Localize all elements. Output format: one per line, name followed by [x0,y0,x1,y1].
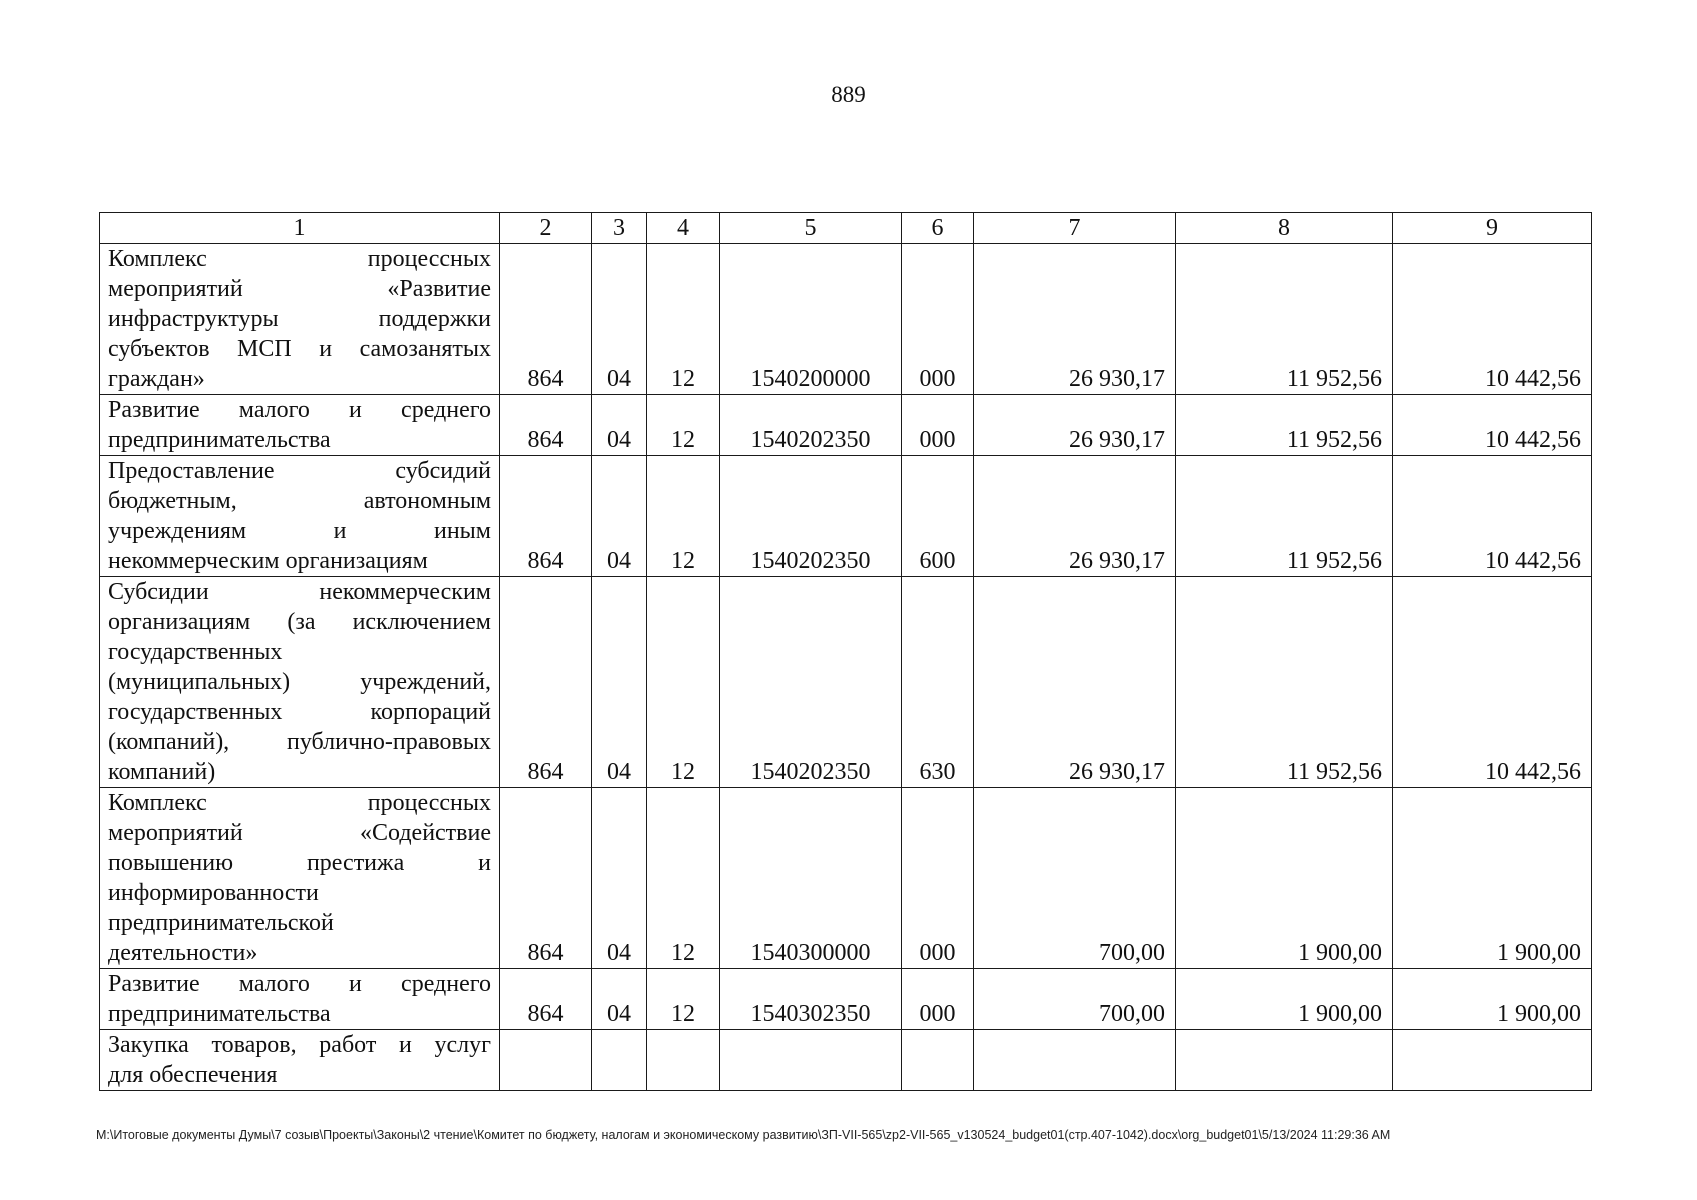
section-code-cell: 04 [592,577,647,788]
amount-col7-cell [974,1030,1176,1091]
row-name-line: (компаний), публично-правовых [108,729,491,755]
amount-col8-cell: 11 952,56 [1176,577,1393,788]
subsection-code-cell: 12 [647,244,720,395]
subsection-code-cell [647,1030,720,1091]
expense-type-cell: 000 [902,244,974,395]
section-code-cell [592,1030,647,1091]
amount-col8-cell [1176,1030,1393,1091]
amount-col9-cell: 1 900,00 [1393,788,1592,969]
row-name-line: некоммерческим организациям [108,548,428,574]
row-name-cell [100,395,500,456]
row-name-cell [100,788,500,969]
row-name-line: компаний) [108,759,216,785]
amount-col8-cell: 11 952,56 [1176,456,1393,577]
column-header-8: 8 [1176,213,1393,244]
section-code-cell: 04 [592,395,647,456]
expense-type-cell [902,1030,974,1091]
row-name-cell [100,456,500,577]
table-row [100,456,1592,577]
row-name-line: субъектов МСП и самозанятых [108,336,491,362]
row-name-line: предпринимательства [108,1001,331,1027]
subsection-code-cell: 12 [647,969,720,1030]
target-code-cell: 1540202350 [720,456,902,577]
row-name-line: для обеспечения [108,1062,278,1088]
amount-col9-cell: 10 442,56 [1393,456,1592,577]
header-row [100,213,1592,244]
row-name-line: организациям (за исключением [108,609,491,635]
section-code-cell: 04 [592,244,647,395]
row-name-line: Закупка товаров, работ и услуг [108,1032,491,1058]
row-name-line: государственных [108,639,283,665]
subsection-code-cell: 12 [647,395,720,456]
amount-col8-cell: 11 952,56 [1176,244,1393,395]
admin-code-cell: 864 [500,788,592,969]
expense-type-cell: 000 [902,788,974,969]
row-name-cell [100,577,500,788]
amount-col7-cell: 26 930,17 [974,395,1176,456]
target-code-cell: 1540200000 [720,244,902,395]
table-body [100,244,1592,1091]
amount-col9-cell [1393,1030,1592,1091]
table-row [100,395,1592,456]
section-code-cell: 04 [592,969,647,1030]
row-name-line: Субсидии некоммерческим [108,579,491,605]
row-name-cell [100,969,500,1030]
row-name-line: граждан» [108,366,205,392]
row-name-line: Предоставление субсидий [108,458,491,484]
row-name-line: информированности [108,880,319,906]
row-name-line: Комплекс процессных [108,246,491,272]
expense-type-cell: 000 [902,969,974,1030]
target-code-cell [720,1030,902,1091]
subsection-code-cell: 12 [647,456,720,577]
amount-col9-cell: 1 900,00 [1393,969,1592,1030]
row-name-line: Комплекс процессных [108,790,491,816]
admin-code-cell: 864 [500,244,592,395]
column-header-9: 9 [1393,213,1592,244]
amount-col7-cell: 700,00 [974,969,1176,1030]
target-code-cell: 1540202350 [720,395,902,456]
column-header-5: 5 [720,213,902,244]
row-name-cell [100,244,500,395]
amount-col9-cell: 10 442,56 [1393,577,1592,788]
column-header-6: 6 [902,213,974,244]
amount-col8-cell: 1 900,00 [1176,788,1393,969]
budget-table [99,212,1592,1091]
table-row [100,788,1592,969]
admin-code-cell: 864 [500,456,592,577]
amount-col7-cell: 26 930,17 [974,244,1176,395]
subsection-code-cell: 12 [647,577,720,788]
row-name-line: деятельности» [108,940,258,966]
table-row [100,969,1592,1030]
row-name-line: повышению престижа и [108,850,491,876]
column-header-2: 2 [500,213,592,244]
admin-code-cell: 864 [500,577,592,788]
amount-col8-cell: 1 900,00 [1176,969,1393,1030]
row-name-line: бюджетным, автономным [108,488,491,514]
expense-type-cell: 000 [902,395,974,456]
table-row [100,244,1592,395]
row-name-line: инфраструктуры поддержки [108,306,491,332]
amount-col8-cell: 11 952,56 [1176,395,1393,456]
column-header-3: 3 [592,213,647,244]
column-header-1: 1 [100,213,500,244]
target-code-cell: 1540300000 [720,788,902,969]
target-code-cell: 1540202350 [720,577,902,788]
column-header-4: 4 [647,213,720,244]
amount-col9-cell: 10 442,56 [1393,395,1592,456]
row-name-line: Развитие малого и среднего [108,971,491,997]
row-name-line: государственных корпораций [108,699,491,725]
row-name-cell [100,1030,500,1091]
section-code-cell: 04 [592,788,647,969]
expense-type-cell: 630 [902,577,974,788]
subsection-code-cell: 12 [647,788,720,969]
expense-type-cell: 600 [902,456,974,577]
row-name-line: мероприятий «Развитие [108,276,491,302]
target-code-cell: 1540302350 [720,969,902,1030]
table-row [100,1030,1592,1091]
table-row [100,577,1592,788]
footer-file-path: M:\Итоговые документы Думы\7 созыв\Проекты\Законы\2 чтение\Комитет по бюджету, налогам и экономическому развитию\ЗП-VII-565\zp2-VII-565_v130524_budget01(стр.407-1042).docx\org_budget01\5/13/2024 11:29:36 AM [96,1128,1391,1142]
row-name-line: учреждениям и иным [108,518,491,544]
amount-col7-cell: 26 930,17 [974,456,1176,577]
amount-col7-cell: 700,00 [974,788,1176,969]
row-name-line: Развитие малого и среднего [108,397,491,423]
row-name-line: предпринимательской [108,910,334,936]
column-header-7: 7 [974,213,1176,244]
admin-code-cell: 864 [500,969,592,1030]
section-code-cell: 04 [592,456,647,577]
row-name-line: предпринимательства [108,427,331,453]
row-name-line: мероприятий «Содействие [108,820,491,846]
row-name-line: (муниципальных) учреждений, [108,669,491,695]
amount-col9-cell: 10 442,56 [1393,244,1592,395]
admin-code-cell [500,1030,592,1091]
admin-code-cell: 864 [500,395,592,456]
page-number: 889 [831,82,866,107]
amount-col7-cell: 26 930,17 [974,577,1176,788]
